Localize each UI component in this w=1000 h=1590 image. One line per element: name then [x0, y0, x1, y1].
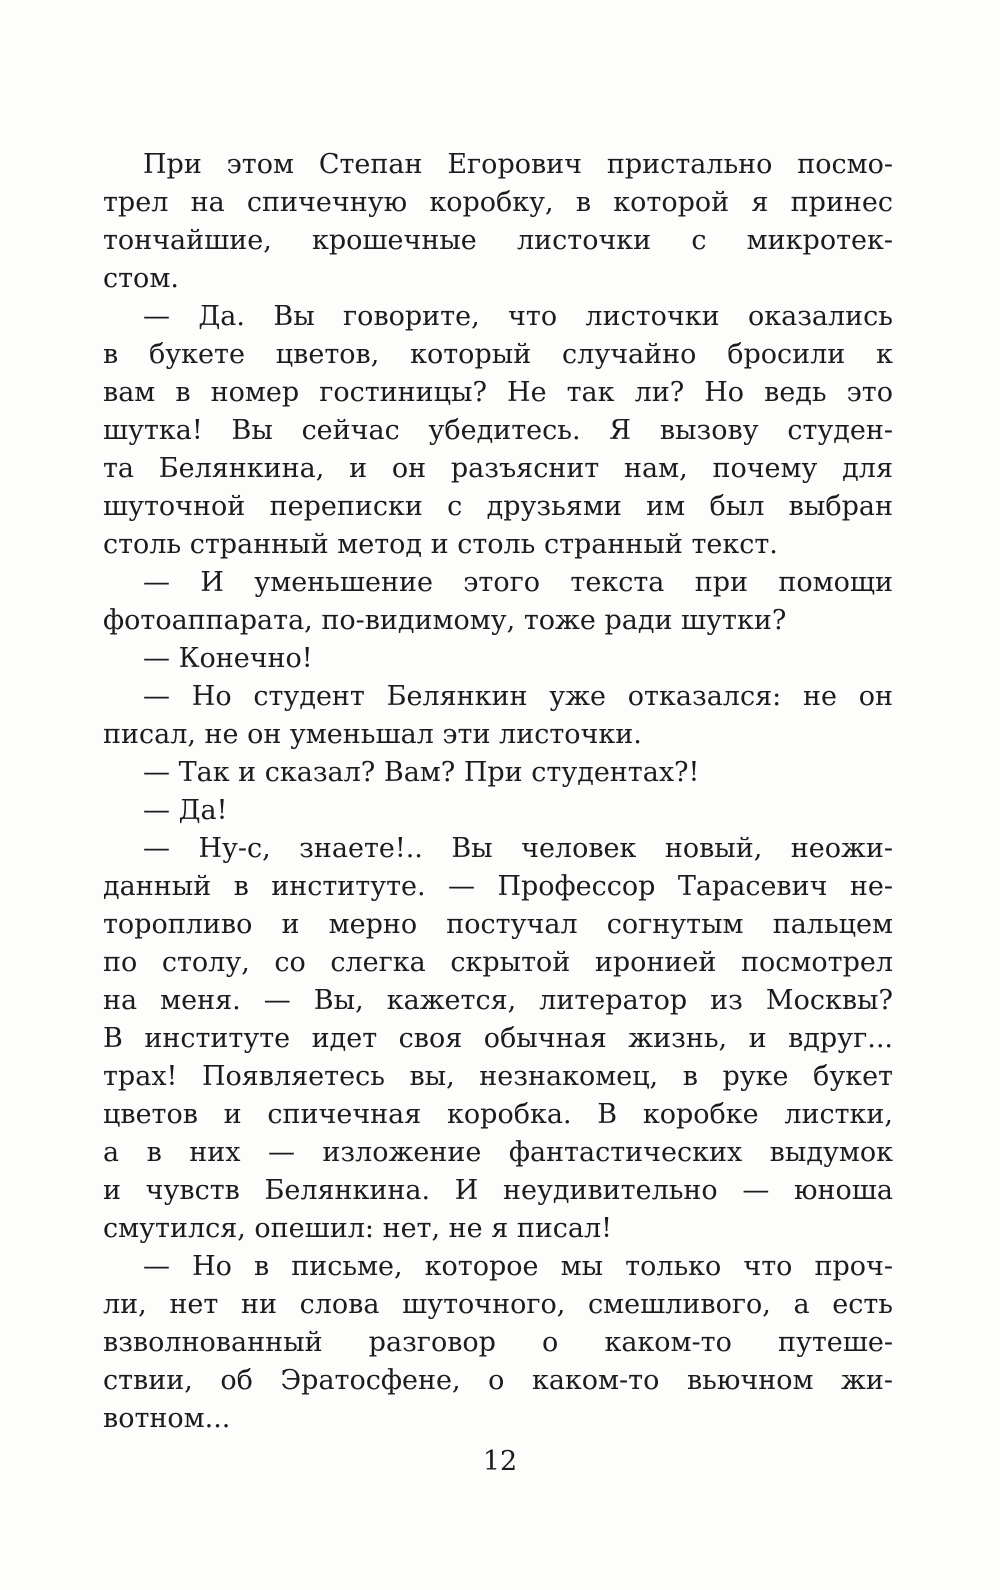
- text-line: писал, не он уменьшал эти листочки.: [103, 719, 642, 750]
- text-line: и чувств Белянкина. И неудивительно — юноша: [103, 1175, 893, 1206]
- text-line: на меня. — Вы, кажется, литератор из Москвы?: [103, 985, 893, 1016]
- text-line: а в них — изложение фантастических выдумок: [103, 1137, 893, 1168]
- paragraph: [103, 298, 893, 564]
- paragraph: [103, 146, 893, 298]
- text-line: В институте идет своя обычная жизнь, и вдруг...: [103, 1023, 893, 1054]
- text-line: смутился, опешил: нет, не я писал!: [103, 1213, 613, 1244]
- text-line: шутка! Вы сейчас убедитесь. Я вызову студен-: [103, 415, 893, 446]
- text-line: — Но в письме, которое мы только что проч-: [143, 1251, 893, 1282]
- body-text: [103, 146, 893, 1438]
- text-line: вам в номер гостиницы? Не так ли? Но ведь это: [103, 377, 893, 408]
- text-line: — Да. Вы говорите, что листочки оказались: [143, 301, 893, 332]
- text-line: трах! Появляетесь вы, незнакомец, в руке букет: [103, 1061, 893, 1092]
- text-line: данный в институте. — Профессор Тарасевич не-: [103, 871, 893, 902]
- text-line: столь странный метод и столь странный текст.: [103, 529, 778, 560]
- paragraph: [103, 792, 893, 830]
- text-line: — Да!: [143, 795, 228, 826]
- text-line: — Но студент Белянкин уже отказался: не он: [143, 681, 893, 712]
- page-number: 12: [482, 1446, 518, 1477]
- paragraph: [103, 1248, 893, 1438]
- text-line: — Так и сказал? Вам? При студентах?!: [143, 757, 700, 788]
- paragraph: [103, 678, 893, 754]
- paragraph: [103, 640, 893, 678]
- text-line: цветов и спичечная коробка. В коробке листки,: [103, 1099, 893, 1130]
- text-line: шуточной переписки с друзьями им был выбран: [103, 491, 893, 522]
- text-line: — Конечно!: [143, 643, 313, 674]
- text-line: вотном...: [103, 1403, 231, 1434]
- text-line: тончайшие, крошечные листочки с микротек-: [103, 225, 893, 256]
- text-line: по столу, со слегка скрытой иронией посмотрел: [103, 947, 893, 978]
- text-line: трел на спичечную коробку, в которой я принес: [103, 187, 893, 218]
- text-line: ли, нет ни слова шуточного, смешливого, а есть: [103, 1289, 893, 1320]
- paragraph: [103, 754, 893, 792]
- text-line: ствии, об Эратосфене, о каком-то вьючном жи-: [103, 1365, 893, 1396]
- text-line: та Белянкина, и он разъяснит нам, почему для: [103, 453, 893, 484]
- text-line: При этом Степан Егорович пристально посмо-: [143, 149, 893, 180]
- text-line: торопливо и мерно постучал согнутым пальцем: [103, 909, 893, 940]
- paragraph: [103, 830, 893, 1248]
- text-line: — Ну-с, знаете!.. Вы человек новый, неожи-: [143, 833, 893, 864]
- paragraph: [103, 564, 893, 640]
- text-line: фотоаппарата, по-видимому, тоже ради шутки?: [103, 605, 787, 636]
- text-line: — И уменьшение этого текста при помощи: [143, 567, 893, 598]
- text-line: в букете цветов, который случайно бросили к: [103, 339, 893, 370]
- text-line: взволнованный разговор о каком-то путеше-: [103, 1327, 893, 1358]
- text-line: стом.: [103, 263, 179, 294]
